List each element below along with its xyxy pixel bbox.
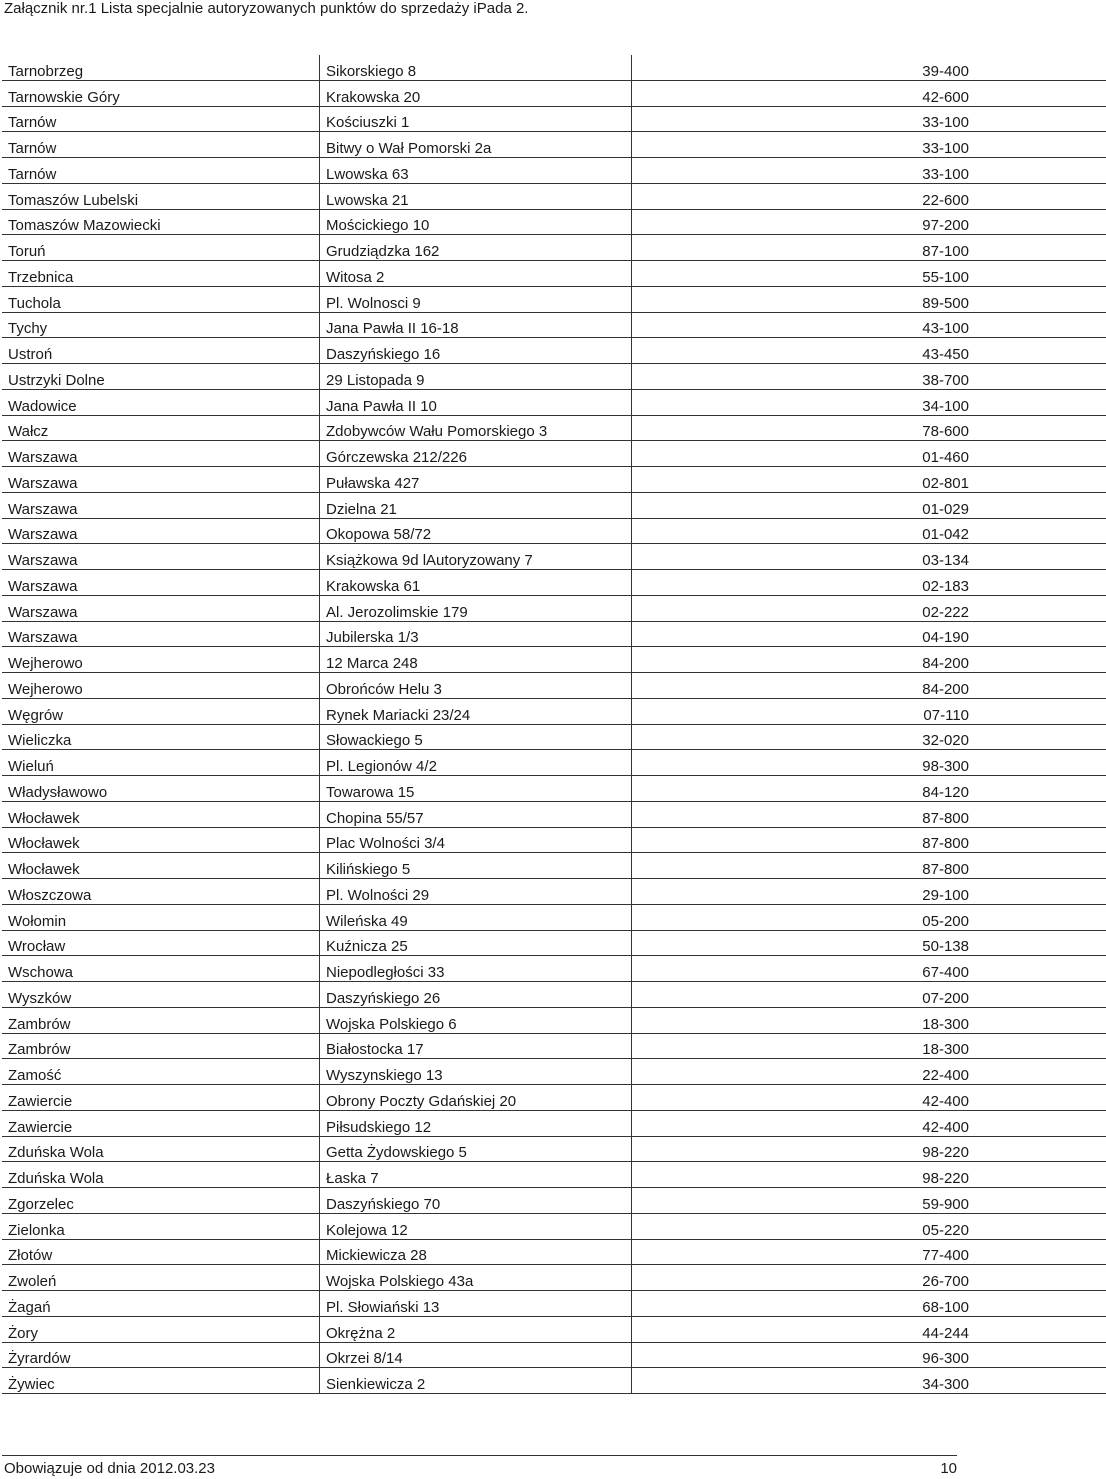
city-cell: Wejherowo: [2, 647, 320, 673]
postal-code-cell: 78-600: [632, 415, 1106, 441]
postal-code-cell: 02-801: [632, 467, 1106, 493]
city-cell: Warszawa: [2, 595, 320, 621]
table-row: [2, 209, 1106, 235]
street-cell: Jana Pawła II 10: [320, 389, 632, 415]
table-row: [2, 1342, 1106, 1368]
city-cell: Żywiec: [2, 1368, 320, 1394]
street-cell: Getta Żydowskiego 5: [320, 1136, 632, 1162]
postal-code-cell: 32-020: [632, 724, 1106, 750]
street-cell: Kolejowa 12: [320, 1213, 632, 1239]
street-cell: 29 Listopada 9: [320, 364, 632, 390]
street-cell: Pl. Wolnosci 9: [320, 286, 632, 312]
street-cell: Puławska 427: [320, 467, 632, 493]
street-cell: Jana Pawła II 16-18: [320, 312, 632, 338]
table-row: [2, 1007, 1106, 1033]
table-row: [2, 389, 1106, 415]
postal-code-cell: 03-134: [632, 544, 1106, 570]
street-cell: Mościckiego 10: [320, 209, 632, 235]
postal-code-cell: 98-220: [632, 1136, 1106, 1162]
postal-code-cell: 42-600: [632, 80, 1106, 106]
postal-code-cell: 59-900: [632, 1188, 1106, 1214]
table-row: [2, 1110, 1106, 1136]
table-row: [2, 1085, 1106, 1111]
postal-code-cell: 98-220: [632, 1162, 1106, 1188]
postal-code-cell: 77-400: [632, 1239, 1106, 1265]
street-cell: Łaska 7: [320, 1162, 632, 1188]
postal-code-cell: 42-400: [632, 1085, 1106, 1111]
city-cell: Warszawa: [2, 467, 320, 493]
table-row: [2, 1213, 1106, 1239]
table-row: [2, 261, 1106, 287]
table-row: [2, 698, 1106, 724]
postal-code-cell: 34-100: [632, 389, 1106, 415]
postal-code-cell: 38-700: [632, 364, 1106, 390]
table-row: [2, 827, 1106, 853]
table-row: [2, 621, 1106, 647]
table-row: [2, 904, 1106, 930]
postal-code-cell: 87-800: [632, 853, 1106, 879]
postal-code-cell: 89-500: [632, 286, 1106, 312]
city-cell: Zwoleń: [2, 1265, 320, 1291]
street-cell: Sikorskiego 8: [320, 55, 632, 80]
postal-code-cell: 43-100: [632, 312, 1106, 338]
street-cell: Krakowska 61: [320, 570, 632, 596]
postal-code-cell: 18-300: [632, 1033, 1106, 1059]
postal-code-cell: 02-222: [632, 595, 1106, 621]
city-cell: Wieluń: [2, 750, 320, 776]
table-row: [2, 982, 1106, 1008]
table-row: [2, 1265, 1106, 1291]
street-cell: Grudziądzka 162: [320, 235, 632, 261]
street-cell: Kilińskiego 5: [320, 853, 632, 879]
city-cell: Włoszczowa: [2, 879, 320, 905]
table-row: [2, 518, 1106, 544]
table-row: [2, 286, 1106, 312]
city-cell: Wołomin: [2, 904, 320, 930]
street-cell: Daszyńskiego 16: [320, 338, 632, 364]
table-row: [2, 80, 1106, 106]
street-cell: Wyszynskiego 13: [320, 1059, 632, 1085]
city-cell: Tuchola: [2, 286, 320, 312]
postal-code-cell: 22-400: [632, 1059, 1106, 1085]
postal-code-cell: 34-300: [632, 1368, 1106, 1394]
city-cell: Zawiercie: [2, 1110, 320, 1136]
postal-code-cell: 01-029: [632, 492, 1106, 518]
table-row: [2, 338, 1106, 364]
street-cell: Towarowa 15: [320, 776, 632, 802]
postal-code-cell: 84-200: [632, 673, 1106, 699]
city-cell: Wyszków: [2, 982, 320, 1008]
store-list-body: [2, 55, 1106, 1394]
table-row: [2, 312, 1106, 338]
street-cell: Lwowska 63: [320, 158, 632, 184]
street-cell: Niepodległości 33: [320, 956, 632, 982]
postal-code-cell: 84-120: [632, 776, 1106, 802]
table-row: [2, 570, 1106, 596]
table-row: [2, 1162, 1106, 1188]
table-row: [2, 441, 1106, 467]
table-row: [2, 55, 1106, 80]
postal-code-cell: 87-800: [632, 827, 1106, 853]
city-cell: Trzebnica: [2, 261, 320, 287]
table-row: [2, 467, 1106, 493]
city-cell: Wrocław: [2, 930, 320, 956]
city-cell: Tarnobrzeg: [2, 55, 320, 80]
postal-code-cell: 33-100: [632, 132, 1106, 158]
city-cell: Tarnów: [2, 158, 320, 184]
table-row: [2, 1316, 1106, 1342]
city-cell: Tarnowskie Góry: [2, 80, 320, 106]
city-cell: Tarnów: [2, 132, 320, 158]
postal-code-cell: 68-100: [632, 1291, 1106, 1317]
street-cell: Kościuszki 1: [320, 106, 632, 132]
street-cell: Krakowska 20: [320, 80, 632, 106]
table-row: [2, 364, 1106, 390]
city-cell: Wschowa: [2, 956, 320, 982]
street-cell: Plac Wolności 3/4: [320, 827, 632, 853]
table-row: [2, 235, 1106, 261]
postal-code-cell: 07-110: [632, 698, 1106, 724]
street-cell: Dzielna 21: [320, 492, 632, 518]
city-cell: Wadowice: [2, 389, 320, 415]
street-cell: Wojska Polskiego 6: [320, 1007, 632, 1033]
footer-validity-date: Obowiązuje od dnia 2012.03.23: [4, 1460, 215, 1477]
street-cell: Słowackiego 5: [320, 724, 632, 750]
city-cell: Włocławek: [2, 853, 320, 879]
postal-code-cell: 42-400: [632, 1110, 1106, 1136]
table-row: [2, 879, 1106, 905]
postal-code-cell: 50-138: [632, 930, 1106, 956]
table-row: [2, 544, 1106, 570]
table-row: [2, 1291, 1106, 1317]
table-row: [2, 750, 1106, 776]
postal-code-cell: 29-100: [632, 879, 1106, 905]
postal-code-cell: 87-800: [632, 801, 1106, 827]
table-row: [2, 132, 1106, 158]
street-cell: Al. Jerozolimskie 179: [320, 595, 632, 621]
table-row: [2, 673, 1106, 699]
street-cell: Jubilerska 1/3: [320, 621, 632, 647]
table-row: [2, 1188, 1106, 1214]
city-cell: Ustrzyki Dolne: [2, 364, 320, 390]
city-cell: Wieliczka: [2, 724, 320, 750]
postal-code-cell: 97-200: [632, 209, 1106, 235]
table-row: [2, 1239, 1106, 1265]
city-cell: Warszawa: [2, 518, 320, 544]
city-cell: Warszawa: [2, 492, 320, 518]
city-cell: Żagań: [2, 1291, 320, 1317]
postal-code-cell: 04-190: [632, 621, 1106, 647]
table-row: [2, 930, 1106, 956]
postal-code-cell: 98-300: [632, 750, 1106, 776]
street-cell: Białostocka 17: [320, 1033, 632, 1059]
city-cell: Toruń: [2, 235, 320, 261]
street-cell: Pl. Słowiański 13: [320, 1291, 632, 1317]
street-cell: Obrony Poczty Gdańskiej 20: [320, 1085, 632, 1111]
city-cell: Węgrów: [2, 698, 320, 724]
table-row: [2, 1136, 1106, 1162]
table-row: [2, 776, 1106, 802]
postal-code-cell: 07-200: [632, 982, 1106, 1008]
street-cell: Okrężna 2: [320, 1316, 632, 1342]
table-row: [2, 801, 1106, 827]
postal-code-cell: 05-220: [632, 1213, 1106, 1239]
city-cell: Zamość: [2, 1059, 320, 1085]
table-row: [2, 415, 1106, 441]
postal-code-cell: 96-300: [632, 1342, 1106, 1368]
street-cell: Okrzei 8/14: [320, 1342, 632, 1368]
postal-code-cell: 44-244: [632, 1316, 1106, 1342]
city-cell: Warszawa: [2, 570, 320, 596]
city-cell: Włocławek: [2, 801, 320, 827]
street-cell: Książkowa 9d lAutoryzowany 7: [320, 544, 632, 570]
street-cell: Piłsudskiego 12: [320, 1110, 632, 1136]
postal-code-cell: 33-100: [632, 158, 1106, 184]
city-cell: Warszawa: [2, 441, 320, 467]
street-cell: Bitwy o Wał Pomorski 2a: [320, 132, 632, 158]
city-cell: Włocławek: [2, 827, 320, 853]
street-cell: Obrońców Helu 3: [320, 673, 632, 699]
street-cell: Mickiewicza 28: [320, 1239, 632, 1265]
street-cell: Zdobywców Wału Pomorskiego 3: [320, 415, 632, 441]
street-cell: Sienkiewicza 2: [320, 1368, 632, 1394]
city-cell: Zambrów: [2, 1007, 320, 1033]
postal-code-cell: 67-400: [632, 956, 1106, 982]
postal-code-cell: 05-200: [632, 904, 1106, 930]
street-cell: Okopowa 58/72: [320, 518, 632, 544]
postal-code-cell: 01-460: [632, 441, 1106, 467]
city-cell: Tomaszów Mazowiecki: [2, 209, 320, 235]
street-cell: Wojska Polskiego 43a: [320, 1265, 632, 1291]
city-cell: Żyrardów: [2, 1342, 320, 1368]
table-row: [2, 1059, 1106, 1085]
street-cell: Kuźnicza 25: [320, 930, 632, 956]
table-row: [2, 647, 1106, 673]
table-row: [2, 1368, 1106, 1394]
table-row: [2, 1033, 1106, 1059]
postal-code-cell: 22-600: [632, 183, 1106, 209]
street-cell: Chopina 55/57: [320, 801, 632, 827]
city-cell: Zawiercie: [2, 1085, 320, 1111]
street-cell: Wileńska 49: [320, 904, 632, 930]
postal-code-cell: 43-450: [632, 338, 1106, 364]
postal-code-cell: 39-400: [632, 55, 1106, 80]
city-cell: Tychy: [2, 312, 320, 338]
street-cell: Lwowska 21: [320, 183, 632, 209]
street-cell: Górczewska 212/226: [320, 441, 632, 467]
street-cell: 12 Marca 248: [320, 647, 632, 673]
city-cell: Warszawa: [2, 544, 320, 570]
footer-divider: [2, 1455, 957, 1456]
postal-code-cell: 26-700: [632, 1265, 1106, 1291]
city-cell: Złotów: [2, 1239, 320, 1265]
street-cell: Daszyńskiego 26: [320, 982, 632, 1008]
table-row: [2, 106, 1106, 132]
street-cell: Rynek Mariacki 23/24: [320, 698, 632, 724]
postal-code-cell: 02-183: [632, 570, 1106, 596]
table-row: [2, 724, 1106, 750]
city-cell: Wejherowo: [2, 673, 320, 699]
city-cell: Ustroń: [2, 338, 320, 364]
table-row: [2, 853, 1106, 879]
city-cell: Zduńska Wola: [2, 1136, 320, 1162]
city-cell: Władysławowo: [2, 776, 320, 802]
city-cell: Zielonka: [2, 1213, 320, 1239]
street-cell: Daszyńskiego 70: [320, 1188, 632, 1214]
postal-code-cell: 18-300: [632, 1007, 1106, 1033]
city-cell: Zduńska Wola: [2, 1162, 320, 1188]
postal-code-cell: 87-100: [632, 235, 1106, 261]
street-cell: Witosa 2: [320, 261, 632, 287]
street-cell: Pl. Wolności 29: [320, 879, 632, 905]
document-title: Załącznik nr.1 Lista specjalnie autoryzowanych punktów do sprzedaży iPada 2.: [4, 0, 529, 17]
postal-code-cell: 33-100: [632, 106, 1106, 132]
city-cell: Żory: [2, 1316, 320, 1342]
city-cell: Tomaszów Lubelski: [2, 183, 320, 209]
city-cell: Zgorzelec: [2, 1188, 320, 1214]
store-list-table: [2, 55, 1106, 1394]
city-cell: Warszawa: [2, 621, 320, 647]
city-cell: Zambrów: [2, 1033, 320, 1059]
page-number: 10: [940, 1460, 957, 1477]
table-row: [2, 492, 1106, 518]
city-cell: Wałcz: [2, 415, 320, 441]
table-row: [2, 956, 1106, 982]
table-row: [2, 595, 1106, 621]
street-cell: Pl. Legionów 4/2: [320, 750, 632, 776]
postal-code-cell: 84-200: [632, 647, 1106, 673]
postal-code-cell: 01-042: [632, 518, 1106, 544]
postal-code-cell: 55-100: [632, 261, 1106, 287]
table-row: [2, 183, 1106, 209]
city-cell: Tarnów: [2, 106, 320, 132]
table-row: [2, 158, 1106, 184]
